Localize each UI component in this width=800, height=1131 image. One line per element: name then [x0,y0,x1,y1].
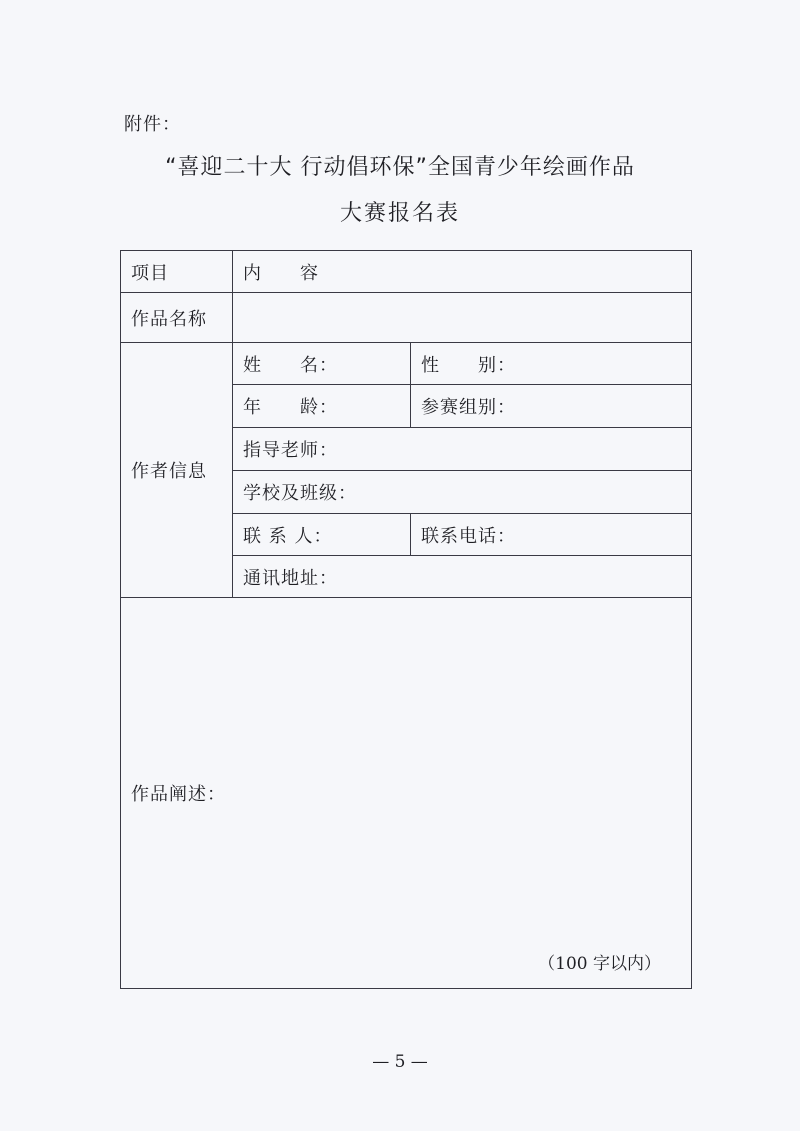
work-name-row [121,293,692,343]
description-field[interactable] [121,598,692,989]
school-field[interactable]: 学校及班级： [233,471,692,514]
word-limit-note: （100 字以内） [538,954,661,974]
description-label: 作品阐述： [131,784,226,805]
address-field[interactable]: 通讯地址： [233,556,692,598]
phone-field[interactable]: 联系电话： [411,514,692,556]
description-row [121,598,692,989]
form-title-line-2: 大赛报名表 [339,201,460,226]
work-name-label: 作品名称 [121,293,233,343]
header-row [121,251,692,293]
registration-form-table [120,250,692,989]
gender-field[interactable]: 性 别： [411,343,692,385]
attachment-label: 附件： [124,114,181,135]
group-field[interactable]: 参赛组别： [411,385,692,428]
author-info-label: 作者信息 [121,343,233,598]
form-title-line-1: “喜迎二十大 行动倡环保”全国青少年绘画作品 [165,155,635,180]
page-number: — 5 — [372,1052,428,1072]
header-item-cell: 项目 [121,251,233,293]
contact-person-field[interactable]: 联 系 人： [233,514,411,556]
header-content-cell: 内 容 [233,251,692,293]
age-field[interactable]: 年 龄： [233,385,411,428]
work-name-field[interactable] [233,293,692,343]
teacher-field[interactable]: 指导老师： [233,428,692,471]
name-gender-row [121,343,692,385]
name-field[interactable]: 姓 名： [233,343,411,385]
